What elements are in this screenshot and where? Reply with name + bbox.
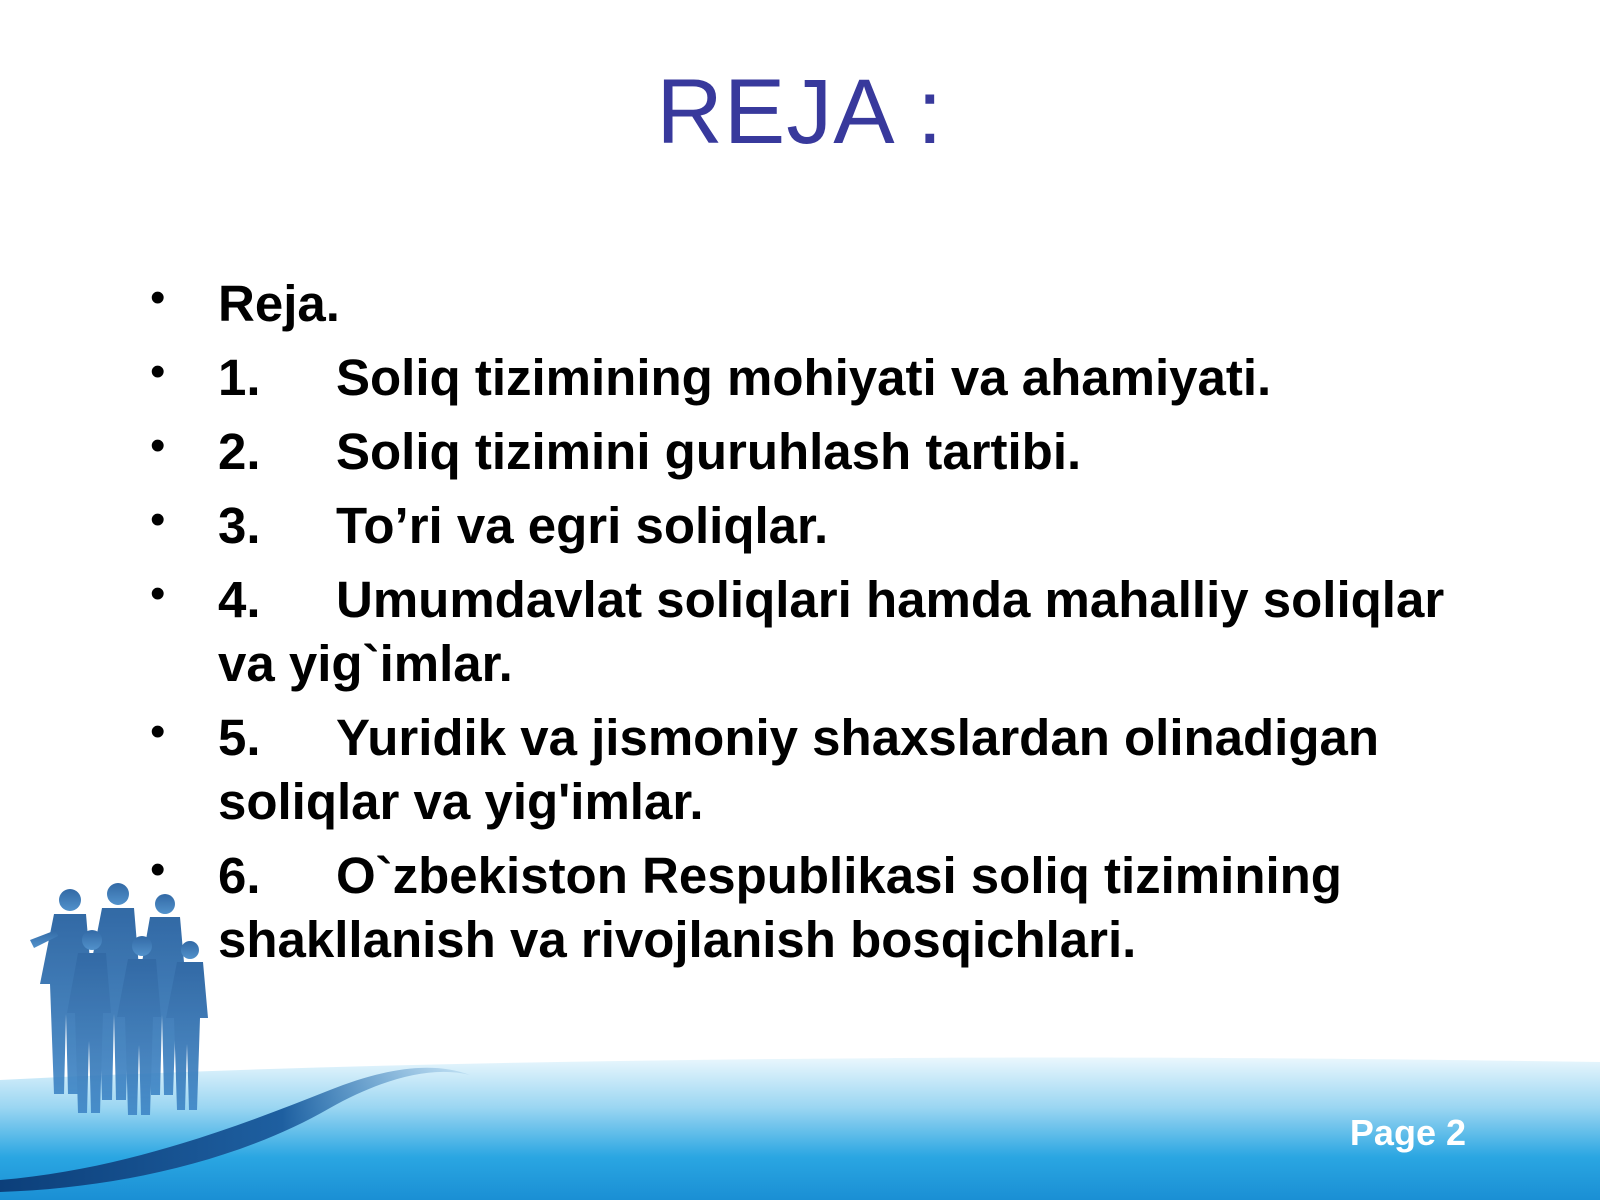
list-item-number: 6.: [218, 847, 261, 904]
footer-wave-band: [0, 1020, 1600, 1200]
bullet-icon: •: [150, 273, 166, 322]
bullet-icon: •: [150, 569, 166, 618]
list-item-text: Soliq tizimining mohiyati va ahamiyati.: [336, 349, 1272, 406]
list-item: [150, 568, 1510, 696]
list-item-number: 5.: [218, 709, 261, 766]
bullet-icon: •: [150, 421, 166, 470]
list-item-number: 3.: [218, 497, 261, 554]
list-item: [150, 272, 1510, 336]
list-item-text: Umumdavlat soliqlari hamda mahalliy soliqlar va yig`imlar.: [218, 571, 1445, 692]
list-item-text: Soliq tizimini guruhlash tartibi.: [336, 423, 1082, 480]
list-item-text: To’ri va egri soliqlar.: [336, 497, 829, 554]
list-item-number: 1.: [218, 349, 261, 406]
bullet-icon: •: [150, 347, 166, 396]
list-item-number: 2.: [218, 423, 261, 480]
bullet-icon: •: [150, 495, 166, 544]
business-people-silhouette-icon: [20, 880, 240, 1160]
bullet-icon: •: [150, 707, 166, 756]
list-item: [150, 706, 1510, 834]
list-item: [150, 346, 1510, 410]
list-item: [150, 420, 1510, 484]
bullet-icon: •: [150, 845, 166, 894]
list-item: [150, 844, 1510, 972]
list-item-text: O`zbekiston Respublikasi soliq tizimining shakllanish va rivojlanish bosqichlari.: [218, 847, 1342, 968]
page-number-label: Page 2: [1349, 1112, 1466, 1153]
list-item-text: Reja.: [218, 275, 340, 332]
list-item: [150, 494, 1510, 558]
agenda-list: [150, 272, 1510, 982]
list-item-number: 4.: [218, 571, 261, 628]
slide-title: REJA :: [656, 61, 944, 163]
list-item-text: Yuridik va jismoniy shaxslardan olinadigan soliqlar va yig'imlar.: [218, 709, 1380, 830]
